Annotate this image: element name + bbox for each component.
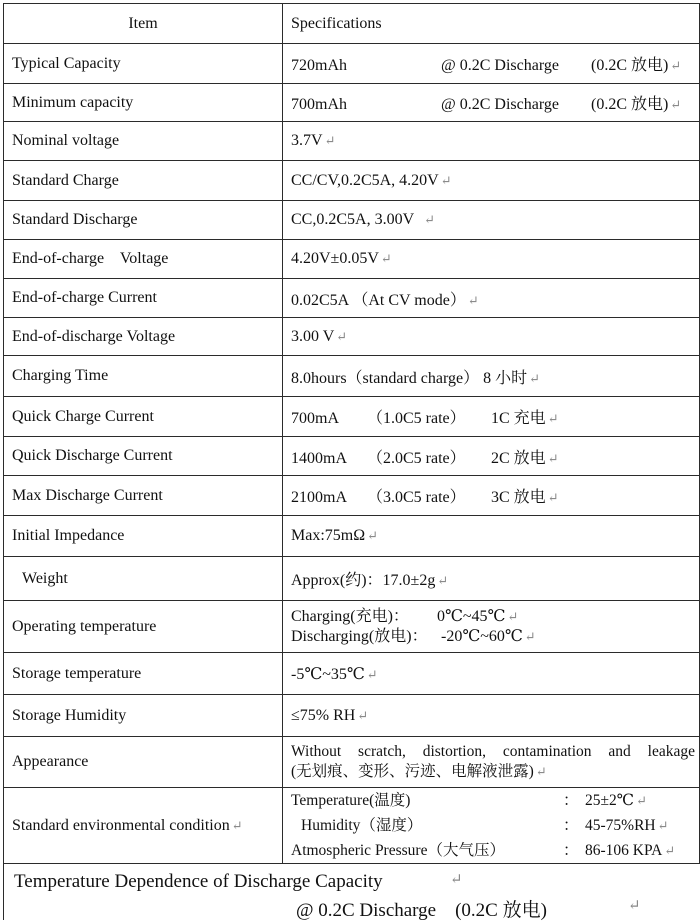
paragraph-mark-icon: ↵ xyxy=(424,212,436,227)
row-spec-value xyxy=(283,516,700,557)
table-row xyxy=(4,601,700,653)
env-pressure: Atmospheric Pressure（大气压） ： 86-106 KPA ↵ xyxy=(291,842,676,859)
row-spec-value xyxy=(283,653,700,695)
paragraph-mark-icon: ↵ xyxy=(547,490,559,505)
paragraph-mark-icon: ↵ xyxy=(636,793,648,808)
spec-main: 0.02C5A （At CV mode） xyxy=(291,291,466,309)
spec-main: -5℃~35℃ xyxy=(291,665,365,683)
paragraph-mark-icon: ↵ xyxy=(547,411,559,426)
row-spec-value xyxy=(283,557,700,601)
row-item-label: Quick Charge Current xyxy=(4,397,283,437)
table-row xyxy=(4,557,700,601)
table-row xyxy=(4,516,700,557)
paragraph-mark-icon: ↵ xyxy=(357,707,369,723)
table-row xyxy=(4,279,700,318)
table-row xyxy=(4,122,700,161)
table-row xyxy=(4,437,700,476)
spec-main: 3.00 V xyxy=(291,327,335,345)
row-item-label: End-of-charge Voltage xyxy=(4,240,283,279)
row-item-label: Storage Humidity xyxy=(4,695,283,737)
table-row xyxy=(4,653,700,695)
header-specifications: Specifications xyxy=(283,4,700,44)
spec-main: 1400mA xyxy=(291,449,347,467)
table-row xyxy=(4,161,700,201)
table-header-row xyxy=(4,4,700,44)
paragraph-mark-icon: ↵ xyxy=(507,608,519,624)
spec-condition-cn: (0.2C 放电) xyxy=(591,57,669,74)
row-spec-value xyxy=(283,240,700,279)
env-humidity: Humidity（湿度） ： 45-75%RH ↵ xyxy=(301,817,669,834)
row-item-label: Operating temperature xyxy=(4,601,283,653)
operating-discharging: Discharging(放电)： -20℃~60℃ ↵ xyxy=(291,627,536,645)
row-item-label: End-of-discharge Voltage xyxy=(4,318,283,356)
row-item-label: Standard Charge xyxy=(4,161,283,201)
row-item-label: Initial Impedance xyxy=(4,516,283,557)
header-item: Item xyxy=(4,4,283,44)
row-item-label: Quick Discharge Current xyxy=(4,437,283,476)
row-item-label: Storage temperature xyxy=(4,653,283,695)
row-item-label: Standard Discharge xyxy=(4,201,283,240)
discharge-capacity-section xyxy=(3,864,700,920)
table-row xyxy=(4,240,700,279)
paragraph-mark-icon: ↵ xyxy=(440,172,452,188)
spec-main: ≤75% RH xyxy=(291,706,356,724)
row-spec-value xyxy=(283,695,700,737)
spec-condition: @ 0.2C Discharge xyxy=(441,57,559,74)
row-item-label: Minimum capacity xyxy=(4,84,283,122)
row-item-label: Max Discharge Current xyxy=(4,476,283,516)
row-spec-value xyxy=(283,397,700,437)
row-item-label: Standard environmental condition ↵ xyxy=(4,788,283,864)
spec-main: 720mAh xyxy=(291,57,347,74)
appearance-line-cn: (无划痕、变形、污迹、电解液泄露) ↵ xyxy=(291,763,547,780)
row-item-label: Typical Capacity xyxy=(4,44,283,84)
row-spec-value xyxy=(283,279,700,318)
paragraph-mark-icon: ↵ xyxy=(380,251,392,266)
spec-condition-cn: 2C 放电 xyxy=(491,449,546,467)
table-row xyxy=(4,356,700,397)
paragraph-mark-icon: ↵ xyxy=(366,666,378,682)
spec-main: 700mA xyxy=(291,410,339,427)
spec-main: Approx(约)：17.0±2g xyxy=(291,572,436,589)
row-spec-value xyxy=(283,476,700,516)
row-spec-value xyxy=(283,356,700,397)
spec-condition: （3.0C5 rate） xyxy=(367,489,466,506)
row-spec-value xyxy=(283,318,700,356)
paragraph-mark-icon: ↵ xyxy=(670,97,682,112)
spec-condition-cn: 3C 放电 xyxy=(491,489,546,506)
spec-main: CC,0.2C5A, 3.00V xyxy=(291,211,415,228)
table-row xyxy=(4,84,700,122)
env-temperature: Temperature(温度) ： 25±2℃ ↵ xyxy=(291,792,648,809)
paragraph-mark-icon: ↵ xyxy=(324,133,336,148)
paragraph-mark-icon: ↵ xyxy=(467,292,479,308)
spec-table xyxy=(3,3,700,864)
spec-main: 3.7V xyxy=(291,132,323,149)
row-spec-value xyxy=(283,161,700,201)
spec-main: 4.20V±0.05V xyxy=(291,250,379,267)
table-row xyxy=(4,695,700,737)
row-item-label: Nominal voltage xyxy=(4,122,283,161)
spec-main: 2100mA xyxy=(291,489,347,506)
operating-charging: Charging(充电)： 0℃~45℃ ↵ xyxy=(291,607,519,625)
paragraph-mark-icon: ↵ xyxy=(547,450,559,466)
paragraph-mark-icon: ↵ xyxy=(535,764,547,779)
paragraph-mark-icon: ↵ xyxy=(231,817,243,833)
spec-condition: （1.0C5 rate） xyxy=(367,410,466,427)
appearance-line-en: Without scratch, distortion, contamination and leakage xyxy=(291,743,695,760)
paragraph-mark-icon: ↵ xyxy=(664,843,676,858)
spec-main: 700mAh xyxy=(291,96,347,113)
spec-main: 8.0hours（standard charge） 8 小时 xyxy=(291,369,528,387)
paragraph-mark-icon: ↵ xyxy=(437,573,449,588)
table-row xyxy=(4,788,700,864)
table-row xyxy=(4,737,700,788)
paragraph-mark-icon: ↵ xyxy=(524,628,536,644)
row-item-label: Charging Time xyxy=(4,356,283,397)
spec-condition-cn: (0.2C 放电) xyxy=(591,96,669,113)
paragraph-mark-icon: ↵ xyxy=(670,58,682,73)
row-spec-value xyxy=(283,122,700,161)
paragraph-mark-icon: ↵ xyxy=(657,818,669,833)
table-row xyxy=(4,44,700,84)
paragraph-mark-icon: ↵ xyxy=(628,898,641,914)
table-row xyxy=(4,201,700,240)
row-spec-value xyxy=(283,601,700,653)
row-item-label: End-of-charge Current xyxy=(4,279,283,318)
paragraph-mark-icon: ↵ xyxy=(529,370,541,386)
row-spec-value xyxy=(283,84,700,122)
row-item-label: Appearance xyxy=(4,737,283,788)
spec-condition-cn: 1C 充电 xyxy=(491,410,546,427)
section-title: Temperature Dependence of Discharge Capacity xyxy=(14,871,383,892)
paragraph-mark-icon: ↵ xyxy=(367,528,379,543)
row-spec-value xyxy=(283,201,700,240)
row-spec-value xyxy=(283,737,700,788)
spec-condition: （2.0C5 rate） xyxy=(367,449,466,467)
table-row xyxy=(4,318,700,356)
paragraph-mark-icon: ↵ xyxy=(336,328,348,344)
paragraph-mark-icon: ↵ xyxy=(450,872,463,888)
spec-condition: @ 0.2C Discharge xyxy=(441,96,559,113)
spec-main: CC/CV,0.2C5A, 4.20V xyxy=(291,171,439,189)
spec-main: Max:75mΩ xyxy=(291,527,366,544)
section-subtitle: @ 0.2C Discharge (0.2C 放电) xyxy=(296,900,547,921)
table-row xyxy=(4,397,700,437)
row-spec-value xyxy=(283,44,700,84)
row-item-label: Weight xyxy=(4,557,283,601)
table-row xyxy=(4,476,700,516)
row-spec-value xyxy=(283,788,700,864)
row-spec-value xyxy=(283,437,700,476)
